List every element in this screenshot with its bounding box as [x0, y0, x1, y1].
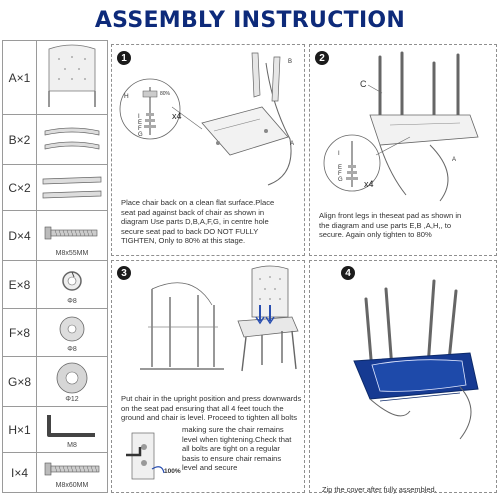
step-number: 4 [341, 266, 355, 280]
part-caption: Φ8 [67, 346, 77, 353]
step-number: 3 [117, 266, 131, 280]
callout-letter: G [338, 177, 343, 183]
part-label-a: A [452, 157, 457, 163]
page-title: ASSEMBLY INSTRUCTION [94, 7, 406, 33]
part-label-c: C [360, 79, 367, 89]
allen-key-tightening-image [122, 425, 172, 487]
quantity-label: x4 [364, 179, 374, 189]
step-4-diagram [310, 261, 498, 461]
step-2-panel [309, 44, 497, 256]
step-1-diagram [112, 45, 306, 195]
part-label: E×8 [3, 261, 37, 308]
parts-list [2, 40, 108, 493]
part-row-g [3, 357, 107, 407]
step-3-instructions: Put chair in the upright position and press downwards on the seat pad ensuring that all 4 feet touch the ground and chair is level. Proceed to tighten all bolts [121, 394, 302, 423]
part-label-b: B [288, 59, 293, 65]
part-row-f [3, 309, 107, 357]
part-b-rail-image [37, 115, 107, 164]
callout-letter: I [138, 114, 140, 120]
part-label: I×4 [3, 453, 37, 492]
callout-letter: E [138, 120, 143, 126]
part-caption: Φ8 [67, 298, 77, 305]
part-label-a: A [290, 141, 295, 147]
step-number: 2 [315, 51, 329, 65]
step-1-panel [111, 44, 305, 256]
part-label: A×1 [3, 41, 37, 114]
step-2-instructions: Align front legs in theseat pad as shown in the diagram and use parts E,B ,A,H,, to secure. Again only tighten to 80% [319, 211, 462, 240]
callout-letter: H [124, 93, 129, 100]
part-caption: M8x55MM [55, 250, 89, 257]
part-caption: M8 [67, 442, 77, 449]
part-label: C×2 [3, 165, 37, 210]
part-c-leg-image [37, 165, 107, 210]
part-label: G×8 [3, 357, 37, 406]
part-row-d [3, 211, 107, 261]
part-label: H×1 [3, 407, 37, 452]
part-label: B×2 [3, 115, 37, 164]
callout-letter: G [138, 132, 143, 138]
part-row-e [3, 261, 107, 309]
step-3-instructions-continued: making sure the chair remains level when tightening.Check that all bolts are tight on a regular basis to ensure chair remains level and secure [182, 425, 292, 473]
step-3-diagram [112, 261, 306, 391]
quantity-label: x4 [172, 111, 182, 121]
step-2-diagram [310, 45, 498, 205]
torque-percent: 80% [160, 91, 171, 97]
step-4-panel [309, 260, 497, 493]
part-a-chair-back-image [37, 41, 107, 114]
part-row-a [3, 41, 107, 115]
callout-letter: I [338, 151, 340, 157]
part-caption: Φ12 [65, 396, 79, 403]
part-row-h [3, 407, 107, 453]
part-row-i [3, 453, 107, 492]
part-row-b [3, 115, 107, 165]
step-number: 1 [117, 51, 131, 65]
part-row-c [3, 165, 107, 211]
step-4-instructions: Zip the cover after fully assembled. [322, 485, 437, 494]
torque-percent: 100% [164, 468, 181, 475]
callout-letter: F [338, 171, 342, 177]
part-caption: M8x60MM [55, 482, 89, 489]
callout-letter: E [338, 165, 343, 171]
part-label: D×4 [3, 211, 37, 260]
part-label: F×8 [3, 309, 37, 356]
callout-letter: F [138, 126, 142, 132]
step-1-instructions: Place chair back on a clean flat surface.Place seat pad against back of chair as shown in diagram Use parts D,B,A,F,G, in centre hole secure seat pad to back DO NOT FULLY TIGHTEN, Only to 80% at this stage. [121, 198, 275, 246]
step-3-panel [111, 260, 305, 493]
